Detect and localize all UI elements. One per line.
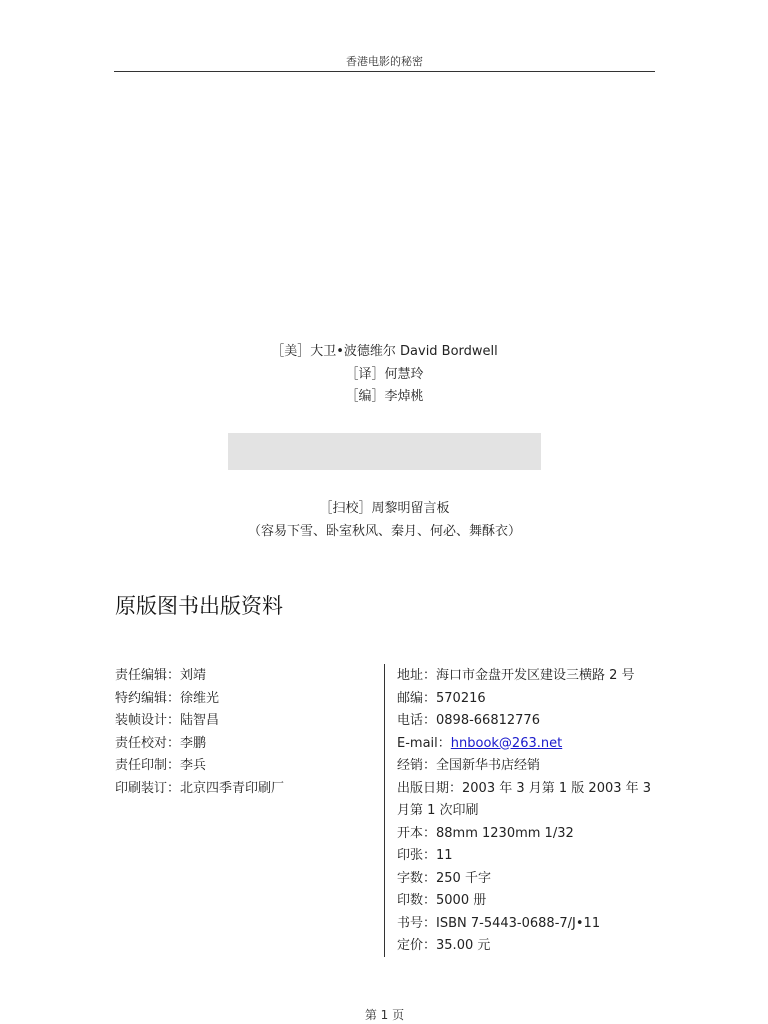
field-value: 5000 册	[436, 893, 487, 908]
field-value: ISBN 7-5443-0688-7/J•11	[436, 915, 601, 931]
contributors-line: （容易下雪、卧室秋风、秦月、何必、舞酥衣）	[247, 523, 521, 539]
field-label: 责任印制：	[115, 758, 181, 773]
field-value: 刘靖	[180, 668, 207, 683]
format-row	[397, 823, 659, 846]
field-label: 邮编：	[397, 690, 437, 706]
field-label: 特约编辑：	[115, 690, 181, 706]
field-label: 书号：	[397, 915, 437, 931]
field-label: 开本：	[397, 825, 437, 841]
price-row	[397, 935, 659, 958]
grey-banner	[228, 433, 541, 470]
field-label: 地址：	[397, 668, 437, 683]
staff-row-printer	[115, 778, 375, 801]
header-rule	[114, 71, 655, 72]
field-label: 印数：	[397, 893, 437, 908]
field-value: 2003 年 3 月第 1 版 2003 年 3 月第 1 次印刷	[397, 780, 652, 818]
staff-column	[115, 665, 375, 800]
sheets-row	[397, 845, 659, 868]
word-count-row	[397, 868, 659, 891]
field-value: 0898-66812776	[436, 713, 540, 728]
editor-line: ［编］李焯桃	[345, 389, 424, 404]
address-row	[397, 665, 659, 688]
scan-credits-block	[114, 498, 655, 543]
field-value: 陆智昌	[180, 713, 220, 728]
field-value: 全国新华书店经销	[436, 758, 541, 773]
field-value: 北京四季青印刷厂	[180, 780, 285, 796]
field-label: 出版日期：	[397, 780, 463, 796]
email-link[interactable]: hnbook@263.net	[450, 735, 563, 751]
field-value: 海口市金盘开发区建设三横路 2 号	[436, 668, 635, 683]
publish-date-row	[397, 778, 659, 823]
field-value: 250 千字	[436, 870, 491, 886]
staff-row-responsible-editor	[115, 665, 375, 688]
running-header: 香港电影的秘密	[346, 55, 423, 68]
field-label: 定价：	[397, 938, 437, 953]
staff-row-special-editor	[115, 688, 375, 711]
field-label: 印刷装订：	[115, 780, 181, 796]
field-value: 570216	[436, 690, 486, 706]
field-value: 徐维光	[180, 690, 220, 706]
email-row	[397, 733, 659, 756]
column-divider	[384, 664, 385, 957]
staff-row-cover-design	[115, 710, 375, 733]
section-title: 原版图书出版资料	[115, 594, 283, 618]
field-label: 责任编辑：	[115, 668, 181, 683]
isbn-row	[397, 913, 659, 936]
field-label: 电话：	[397, 713, 437, 728]
field-label: E-mail：	[397, 735, 451, 751]
staff-row-proofreader	[115, 733, 375, 756]
publisher-column	[397, 665, 659, 958]
staff-row-print-supervisor	[115, 755, 375, 778]
field-label: 责任校对：	[115, 735, 181, 751]
credits-block	[114, 341, 655, 409]
field-value: 李兵	[180, 758, 207, 773]
field-label: 印张：	[397, 848, 437, 863]
field-value: 李鹏	[180, 735, 207, 751]
author-line: ［美］大卫•波德维尔 David Bordwell	[271, 344, 498, 359]
distributor-row	[397, 755, 659, 778]
print-run-row	[397, 890, 659, 913]
field-value: 35.00 元	[436, 938, 491, 953]
field-label: 字数：	[397, 870, 437, 886]
field-value: 11	[436, 848, 453, 863]
scanner-line: ［扫校］周黎明留言板	[319, 501, 450, 516]
field-value: 88mm 1230mm 1/32	[436, 825, 574, 841]
postcode-row	[397, 688, 659, 711]
page-number: 第 1 页	[364, 1008, 405, 1022]
phone-row	[397, 710, 659, 733]
translator-line: ［译］何慧玲	[345, 366, 424, 382]
field-label: 装帧设计：	[115, 713, 181, 728]
field-label: 经销：	[397, 758, 437, 773]
